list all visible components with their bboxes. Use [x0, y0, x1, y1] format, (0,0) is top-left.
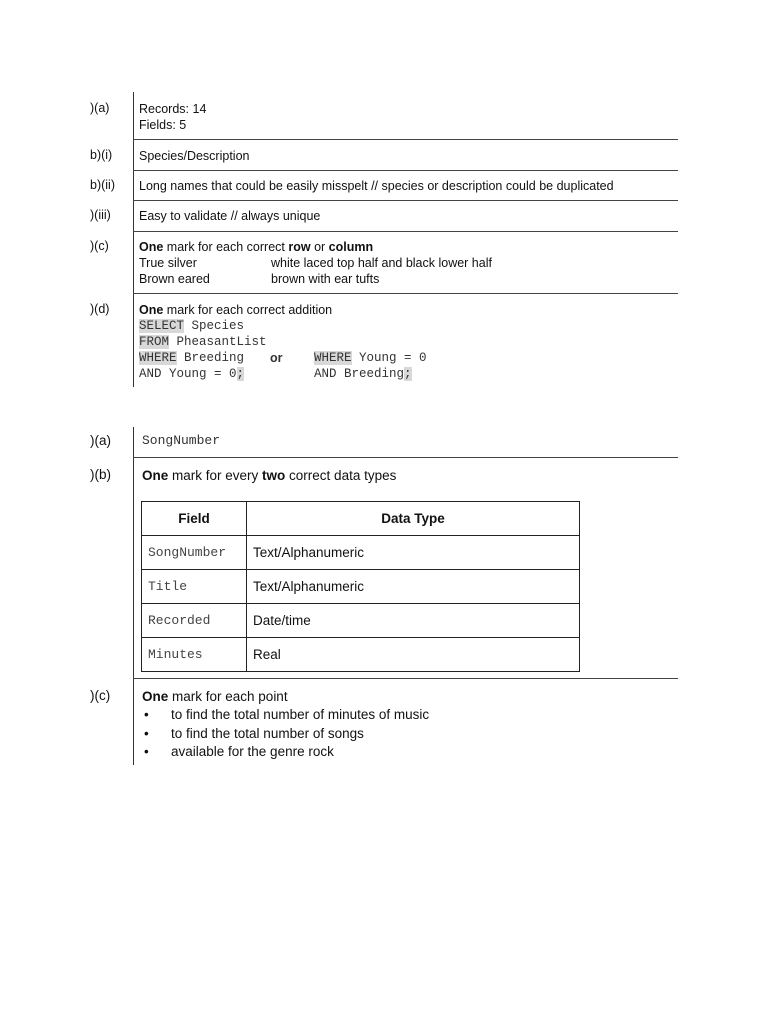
field-name: Recorded [142, 604, 247, 638]
answer-2c [142, 688, 562, 762]
answer-1biii: Easy to validate // always unique [139, 209, 321, 223]
sql-and-line: AND Young = 0; AND Breeding; [139, 367, 412, 381]
field-name: Minutes [142, 638, 247, 672]
field-name: SongNumber [142, 536, 247, 570]
pheasant-name: True silver [139, 256, 197, 270]
answer-1a [139, 101, 206, 133]
mark-scheme-intro: One mark for each correct row or column [139, 240, 374, 254]
question-label-1bii: b)(ii) [90, 178, 115, 192]
question-label-1biii: )(iii) [90, 208, 111, 222]
question-label-1a: )(a) [90, 101, 110, 115]
column-header-data-type: Data Type [247, 502, 580, 536]
row-separator [133, 139, 678, 140]
list-item: • to find the total number of songs [142, 725, 562, 744]
row-separator [133, 457, 678, 458]
alt-where: WHERE Young = 0 [314, 351, 427, 365]
data-type: Date/time [247, 604, 580, 638]
data-types-table [141, 501, 580, 672]
pheasant-description: brown with ear tufts [271, 272, 380, 286]
answer-1bii: Long names that could be easily misspelt // species or description could be duplicated [139, 179, 614, 193]
alt-and: AND Breeding; [314, 367, 412, 381]
section2-divider-vertical [133, 427, 134, 765]
table-row [142, 638, 580, 672]
data-type: Text/Alphanumeric [247, 536, 580, 570]
question-label-1d: )(d) [90, 302, 110, 316]
list-item: • to find the total number of minutes of music [142, 706, 562, 725]
column-header-field: Field [142, 502, 247, 536]
fields-count: Fields: 5 [139, 118, 187, 132]
data-type: Text/Alphanumeric [247, 570, 580, 604]
sql-where-line: WHERE Breeding or WHERE Young = 0 [139, 351, 427, 365]
points-list [142, 706, 562, 762]
row-separator [133, 200, 678, 201]
question-label-1c: )(c) [90, 239, 109, 253]
pheasant-description: white laced top half and black lower half [271, 256, 492, 270]
section1-divider-vertical [133, 92, 134, 387]
row-separator [133, 293, 678, 294]
pheasant-row [139, 255, 669, 271]
table-row [142, 570, 580, 604]
mark-scheme-intro: One mark for every two correct data types [142, 468, 397, 483]
field-name: Title [142, 570, 247, 604]
data-type: Real [247, 638, 580, 672]
row-separator [133, 170, 678, 171]
sql-select-line: SELECT Species [139, 319, 245, 333]
question-label-2c: )(c) [90, 688, 111, 703]
answer-1c [139, 239, 669, 287]
answer-1d [139, 302, 539, 382]
mark-scheme-intro: One mark for each point [142, 689, 288, 704]
answer-1bi: Species/Description [139, 149, 250, 163]
answer-2a: SongNumber [142, 433, 221, 448]
question-label-1bi: b)(i) [90, 148, 113, 162]
row-separator [133, 231, 678, 232]
row-separator [133, 678, 678, 679]
sql-from-line: FROM PheasantList [139, 335, 267, 349]
question-label-2b: )(b) [90, 467, 111, 482]
table-header-row [142, 502, 580, 536]
question-label-2a: )(a) [90, 433, 111, 448]
pheasant-row [139, 271, 669, 287]
pheasant-name: Brown eared [139, 272, 210, 286]
or-label: or [270, 351, 283, 365]
mark-scheme-intro: One mark for each correct addition [139, 303, 333, 317]
list-item: • available for the genre rock [142, 743, 562, 762]
records-count: Records: 14 [139, 102, 207, 116]
table-row [142, 604, 580, 638]
table-row [142, 536, 580, 570]
